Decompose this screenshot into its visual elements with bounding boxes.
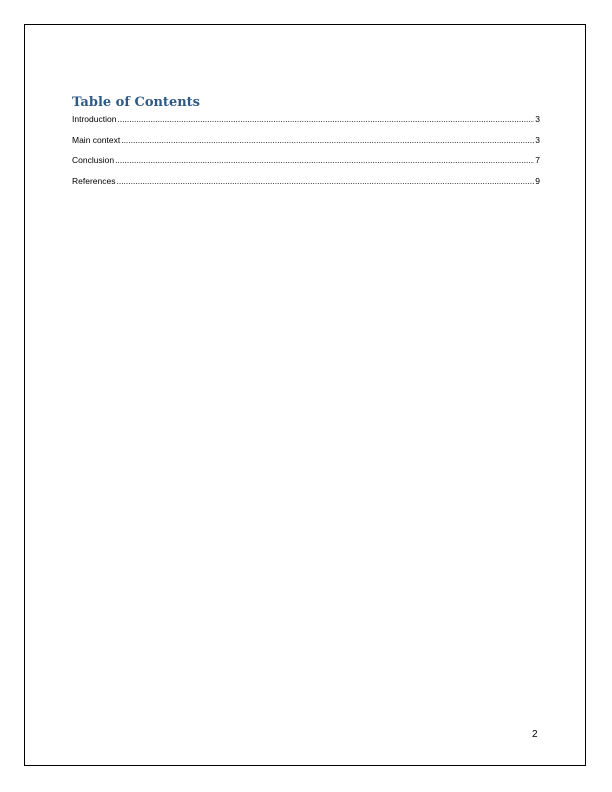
toc-entry-label: References bbox=[72, 175, 116, 186]
toc-entry-introduction[interactable] bbox=[72, 114, 540, 135]
toc-list bbox=[72, 114, 540, 196]
toc-entry-page: 3 bbox=[535, 114, 540, 124]
toc-dot-leader bbox=[115, 155, 534, 165]
toc-entry-label: Introduction bbox=[72, 114, 117, 124]
toc-dot-leader bbox=[121, 135, 534, 145]
toc-entry-page: 7 bbox=[535, 155, 540, 165]
toc-dot-leader bbox=[117, 114, 534, 124]
toc-title: Table of Contents bbox=[72, 95, 200, 110]
toc-entry-main-context[interactable] bbox=[72, 135, 540, 156]
page-number: 2 bbox=[532, 729, 538, 740]
toc-entry-label: Main context bbox=[72, 134, 121, 145]
toc-entry-references[interactable] bbox=[72, 176, 540, 197]
toc-entry-label: Conclusion bbox=[72, 155, 115, 165]
toc-entry-page: 3 bbox=[535, 134, 540, 145]
toc-dot-leader bbox=[116, 176, 534, 186]
toc-entry-page: 9 bbox=[535, 175, 540, 186]
toc-entry-conclusion[interactable] bbox=[72, 155, 540, 176]
